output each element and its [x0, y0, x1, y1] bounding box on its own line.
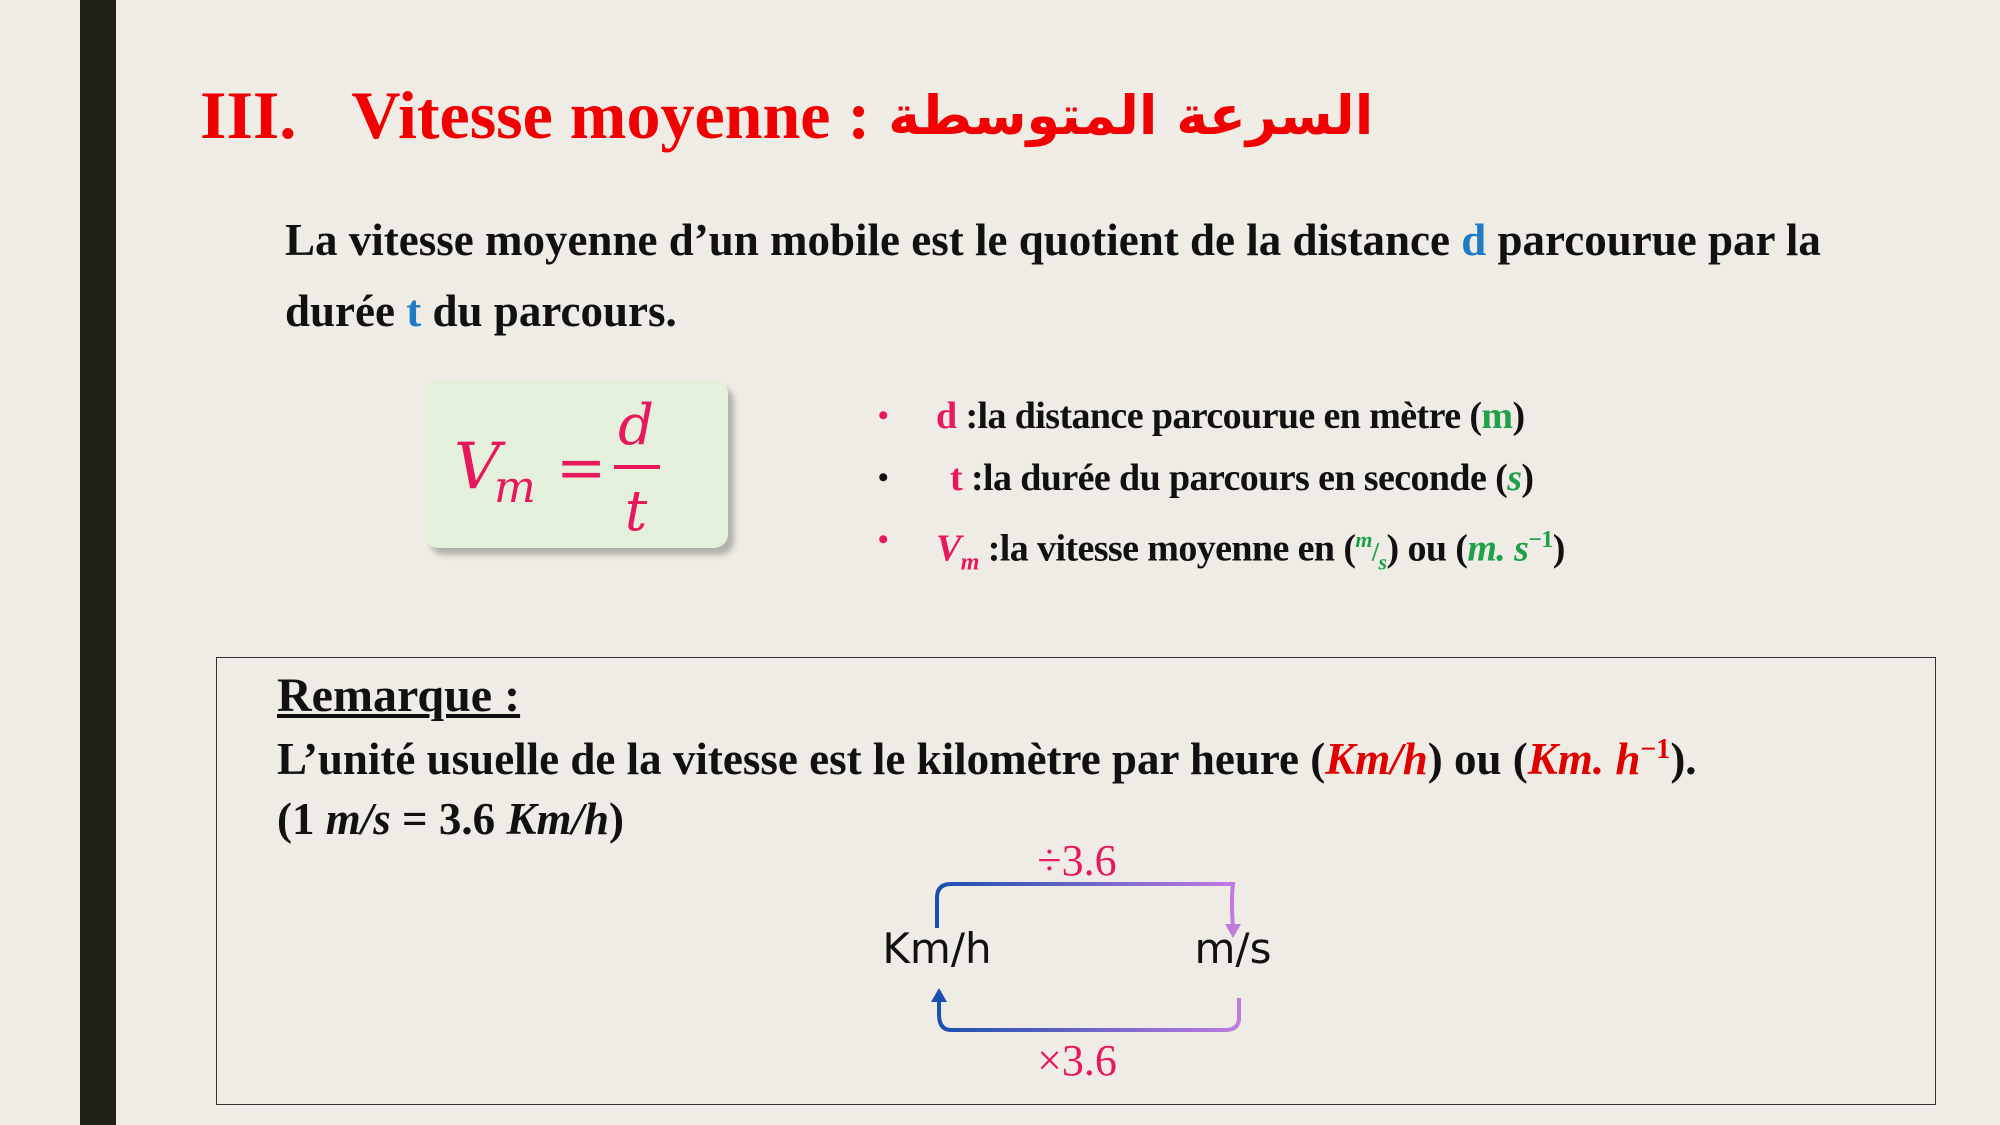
unit-numerator: m: [1355, 527, 1372, 552]
remark-exponent: −1: [1640, 734, 1671, 765]
definition-d: d: [1461, 215, 1487, 265]
var-symbol: V: [936, 527, 961, 570]
slide-title: [200, 70, 1373, 160]
divide-label: ÷3.6: [1037, 836, 1117, 885]
bullet-icon: •: [878, 523, 888, 556]
formula-subscript: m: [494, 462, 536, 513]
var-symbol-sub: m: [960, 549, 979, 576]
remark-box: [216, 657, 1936, 1105]
bullet-icon: •: [878, 399, 888, 432]
var-desc: :la distance parcourue en mètre (: [956, 395, 1482, 437]
var-symbol: t: [950, 457, 963, 499]
remark-eq: = 3.6: [390, 794, 507, 844]
conversion-diagram: [217, 658, 1937, 1106]
definition-part3: du parcours.: [421, 286, 677, 336]
formula-numerator: d: [618, 393, 654, 458]
bottom-arrow: [939, 998, 1239, 1030]
variable-list: [878, 385, 1565, 576]
var-mid: ) ou (: [1386, 527, 1468, 570]
var-close: ): [1521, 457, 1534, 499]
unit-slash: /: [1371, 537, 1379, 567]
var-unit: s: [1507, 457, 1522, 499]
top-arrow: [937, 884, 1233, 928]
var-symbol: d: [936, 395, 957, 437]
remark-open: (1: [277, 794, 326, 844]
remark-unit-kmh: Km/h: [1325, 734, 1428, 784]
multiply-label: ×3.6: [1037, 1036, 1117, 1085]
formula-denominator: t: [624, 479, 648, 544]
side-bar: [80, 0, 116, 1125]
remark-unit-kmh-exp: Km. h: [1527, 734, 1641, 784]
remark-close: ): [608, 794, 624, 844]
list-item: [878, 509, 1565, 576]
unit2: m. s: [1467, 527, 1529, 570]
var-close: ): [1512, 395, 1525, 437]
title-arabic: السرعة المتوسطة: [888, 83, 1374, 147]
unit-ms-label: m/s: [1194, 924, 1272, 973]
definition-part2: parcourue par la durée: [285, 215, 1821, 336]
formula-svg: [424, 380, 728, 548]
list-item: [878, 385, 1565, 447]
remark-end: ).: [1670, 734, 1697, 784]
var-unit: m: [1481, 395, 1513, 437]
var-desc: :la vitesse moyenne en (: [978, 527, 1356, 570]
bullet-icon: •: [878, 461, 888, 494]
unit2-exponent: −1: [1528, 527, 1553, 553]
definition-text: [285, 205, 1925, 347]
section-number: III.: [200, 76, 297, 153]
remark-kmh: Km/h: [506, 794, 609, 844]
definition-t: t: [406, 286, 422, 336]
formula-equals: =: [556, 433, 607, 503]
remark-text: L’unité usuelle de la vitesse est le kilomètre par heure (: [277, 734, 1326, 784]
formula-box: [424, 380, 728, 548]
list-item: [878, 447, 1565, 509]
unit-kmh-label: Km/h: [882, 924, 992, 973]
remark-ms: m/s: [325, 794, 391, 844]
var-close: ): [1552, 527, 1565, 570]
title-french: Vitesse moyenne :: [351, 76, 871, 153]
remark-title: Remarque :: [277, 669, 521, 722]
fraction-bar: [614, 465, 660, 469]
unit-denominator: s: [1378, 549, 1387, 575]
var-desc: :la durée du parcours en seconde (: [962, 457, 1508, 499]
arrow-up-icon: [931, 988, 947, 1002]
formula-v: V: [454, 430, 501, 504]
remark-mid: ) ou (: [1427, 734, 1528, 784]
definition-part1: La vitesse moyenne d’un mobile est le quotient de la distance: [285, 215, 1462, 265]
